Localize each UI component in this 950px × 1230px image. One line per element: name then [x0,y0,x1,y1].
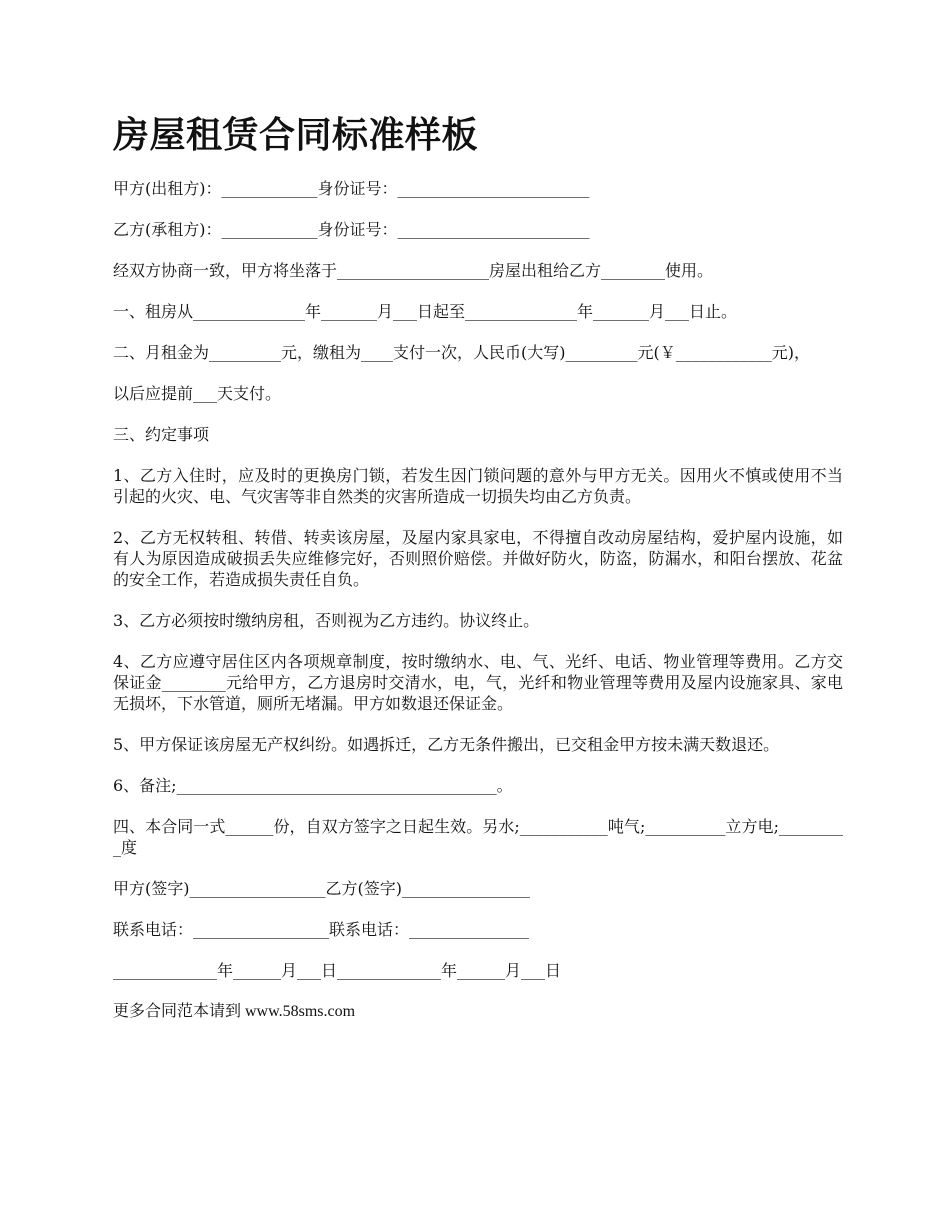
clause-copies-utilities: 四、本合同一式______份，自双方签字之日起生效。另水;___________吨气;__________立方电;_________度 [113,817,843,857]
term-item-5: 5、甲方保证该房屋无产权纠纷。如遇拆迁，乙方无条件搬出，已交租金甲方按未满天数退还。 [113,735,780,754]
clause-payment-advance: 以后应提前___天支付。 [113,384,282,403]
footer-link-text: 更多合同范本请到 www.58sms.com [113,1003,356,1020]
clause-rental-period: 一、租房从______________年_______月___日起至______________年_______月___日止。 [113,302,738,321]
document-title: 房屋租赁合同标准样板 [113,115,479,156]
section-heading-terms: 三、约定事项 [113,425,210,444]
date-line: _____________年______月___日_____________年______月___日 [113,961,562,980]
term-item-6: 6、备注;________________________________________。 [113,776,513,795]
term-item-1: 1、乙方入住时，应及时的更换房门锁，若发生因门锁问题的意外与甲方无关。因用火不慎或使用不当引起的火灾、电、气灾害等非自然类的灾害所造成一切损失均由乙方负责。 [113,466,843,506]
agreement-line: 经双方协商一致，甲方将坐落于___________________房屋出租给乙方________使用。 [113,261,714,280]
contract-document [113,108,843,1042]
signature-line: 甲方(签字)_________________乙方(签字)________________ [113,879,530,898]
clause-monthly-rent: 二、月租金为_________元，缴租为____支付一次，人民币(大写)_________元(￥____________元)， [113,343,810,362]
term-item-3: 3、乙方必须按时缴纳房租，否则视为乙方违约。协议终止。 [113,611,540,630]
phone-line: 联系电话：_________________联系电话：_______________ [113,920,530,939]
term-item-2: 2、乙方无权转租、转借、转卖该房屋，及屋内家具家电，不得擅自改动房屋结构，爱护屋内设施，如有人为原因造成破损丢失应维修完好，否则照价赔偿。并做好防火，防盗，防漏水，和阳台摆放、花盆的安全工作，若造成损失责任自负。 [113,528,843,589]
party-a-line: 甲方(出租方)：____________身份证号：________________________ [113,179,590,198]
party-b-line: 乙方(承租方)：____________身份证号：________________________ [113,220,590,239]
term-item-4: 4、乙方应遵守居住区内各项规章制度，按时缴纳水、电、气、光纤、电话、物业管理等费用。乙方交保证金________元给甲方，乙方退房时交清水，电，气，光纤和物业管理等费用及屋内设施家具、家电无损坏，下水管道，厕所无堵漏。甲方如数退还保证金。 [113,652,843,713]
